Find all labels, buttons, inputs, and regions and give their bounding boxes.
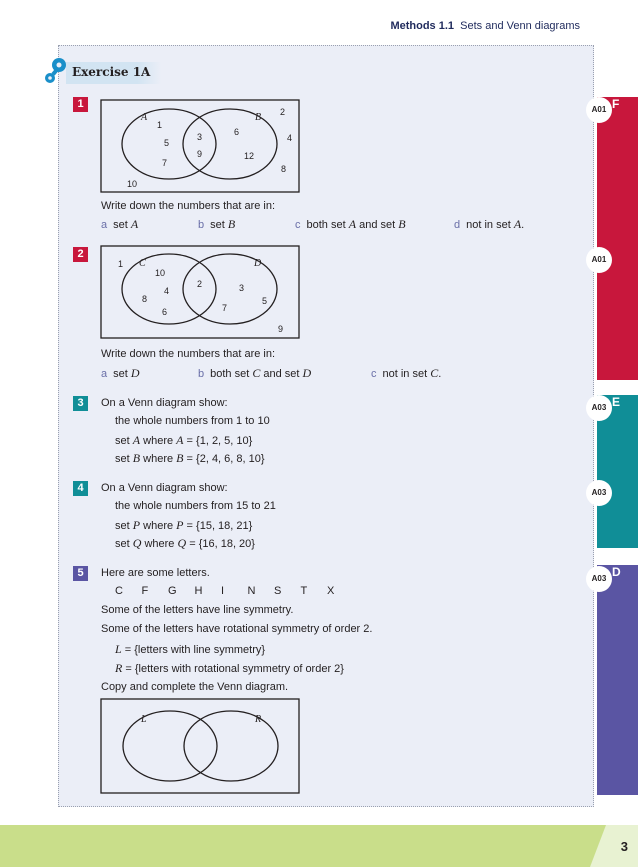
line-text: where <box>140 453 177 465</box>
question-number-4: 4 <box>73 481 88 496</box>
set-label-b: B <box>255 112 262 123</box>
set-variable: P <box>176 518 184 532</box>
line-text: set <box>115 538 133 550</box>
part-label: a <box>101 219 108 231</box>
part-text: set <box>113 219 131 231</box>
question-number-5: 5 <box>73 566 88 581</box>
section-title: Sets and Venn diagrams <box>460 20 580 32</box>
part-text: and set <box>260 368 303 380</box>
set-variable: D <box>302 366 312 380</box>
question-4-line-3 <box>115 536 255 551</box>
line-text: set <box>115 435 133 447</box>
line-text: where <box>141 538 178 550</box>
question-5-instruction: Copy and complete the Venn diagram. <box>101 681 289 693</box>
question-4-line-2 <box>115 518 252 533</box>
question-2-prompt: Write down the numbers that are in: <box>101 348 276 360</box>
venn-value: 10 <box>127 179 138 189</box>
grade-tab-d <box>597 565 638 795</box>
letter: G <box>168 585 177 597</box>
line-text: where <box>140 520 177 532</box>
set-label-a: A <box>141 112 148 123</box>
venn-value: 8 <box>281 164 287 174</box>
question-3-line-1: the whole numbers from 1 to 10 <box>115 415 270 427</box>
question-5-statement-2: Some of the letters have rotational symmetry of order 2. <box>101 623 373 635</box>
letter: I <box>221 585 225 597</box>
set-variable: A <box>130 217 139 231</box>
part-label: b <box>198 368 205 380</box>
venn-value: 3 <box>239 283 245 293</box>
question-5-statement-1: Some of the letters have line symmetry. <box>101 604 294 616</box>
question-5-definition-r <box>115 661 344 676</box>
venn-value: 1 <box>118 259 124 269</box>
question-4-line-1: the whole numbers from 15 to 21 <box>115 500 276 512</box>
question-1-part-c <box>295 217 406 232</box>
part-text: not in set <box>466 219 514 231</box>
venn-value: 3 <box>197 132 203 142</box>
question-3-line-3 <box>115 451 265 466</box>
assessment-objective-badge: A03 <box>586 395 612 421</box>
venn-value: 12 <box>244 151 255 161</box>
part-text: both set <box>210 368 253 380</box>
part-text: set <box>210 219 228 231</box>
part-text: not in set <box>382 368 431 380</box>
grade-letter-f: F <box>612 97 620 111</box>
part-text: set <box>113 368 131 380</box>
question-number-3: 3 <box>73 396 88 411</box>
letter: C <box>115 585 123 597</box>
letter: T <box>300 585 308 597</box>
set-variable: A <box>348 217 357 231</box>
venn-value: 4 <box>287 133 293 143</box>
letter: X <box>327 585 335 597</box>
letter: H <box>194 585 203 597</box>
assessment-objective-badge: A01 <box>586 247 612 273</box>
venn-value: 9 <box>278 324 284 334</box>
footer-band <box>0 825 638 867</box>
assessment-objective-badge: A03 <box>586 480 612 506</box>
set-label-l: L <box>141 714 147 725</box>
question-1-part-b <box>198 217 235 232</box>
exercise-title: Exercise 1A <box>72 65 151 79</box>
question-3-prompt: On a Venn diagram show: <box>101 397 228 409</box>
line-text: set <box>115 520 133 532</box>
set-variable: Q <box>132 536 142 550</box>
letter: F <box>141 585 149 597</box>
part-text: and set <box>356 219 399 231</box>
venn-value: 8 <box>142 294 148 304</box>
part-label: c <box>295 219 301 231</box>
question-2-part-b <box>198 366 311 381</box>
question-1-part-a <box>101 217 138 232</box>
set-variable: Q <box>177 536 187 550</box>
letter: N <box>247 585 256 597</box>
set-variable: C <box>252 366 261 380</box>
grade-tab-f <box>597 97 638 380</box>
venn-value: 1 <box>157 120 163 130</box>
set-variable: B <box>132 451 141 465</box>
question-3-line-2 <box>115 433 252 448</box>
venn-value: 2 <box>197 279 203 289</box>
venn-value: 6 <box>162 307 168 317</box>
question-1-part-d <box>454 217 524 232</box>
set-label-d: D <box>254 258 262 269</box>
part-label: b <box>198 219 205 231</box>
venn-diagram-2 <box>100 245 300 339</box>
running-header <box>390 20 580 32</box>
set-variable: R <box>115 661 123 675</box>
set-variable: P <box>132 518 141 532</box>
set-definition: = {15, 18, 21} <box>183 520 253 532</box>
part-label: c <box>371 368 377 380</box>
set-definition: = {letters with rotational symmetry of order 2} <box>122 663 344 675</box>
question-1-prompt: Write down the numbers that are in: <box>101 200 276 212</box>
question-2-part-a <box>101 366 140 381</box>
set-label-r: R <box>255 714 262 725</box>
set-variable: D <box>130 366 140 380</box>
part-text: both set <box>306 219 349 231</box>
set-variable: C <box>430 366 439 380</box>
part-label: a <box>101 368 108 380</box>
venn-diagram-5 <box>100 698 300 794</box>
assessment-objective-badge: A03 <box>586 566 612 592</box>
question-number-2: 2 <box>73 247 88 262</box>
set-definition: = {2, 4, 6, 8, 10} <box>183 453 265 465</box>
page-number: 3 <box>620 839 628 854</box>
set-definition: = {letters with line symmetry} <box>121 644 266 656</box>
assessment-objective-badge: A01 <box>586 97 612 123</box>
set-variable: A <box>513 217 522 231</box>
question-4-prompt: On a Venn diagram show: <box>101 482 228 494</box>
set-definition: = {1, 2, 5, 10} <box>183 435 253 447</box>
part-label: d <box>454 219 461 231</box>
set-variable: L <box>115 642 122 656</box>
letter-list <box>115 585 354 597</box>
venn-value: 4 <box>164 286 170 296</box>
venn-value: 5 <box>262 296 268 306</box>
section-number: Methods 1.1 <box>390 20 455 32</box>
question-2-part-c <box>371 366 441 381</box>
grade-letter-e: E <box>612 395 621 409</box>
set-variable: B <box>227 217 236 231</box>
question-5-definition-l <box>115 642 265 657</box>
set-variable: B <box>398 217 406 231</box>
question-number-1: 1 <box>73 97 88 112</box>
venn-value: 6 <box>234 127 240 137</box>
venn-value: 7 <box>222 303 228 313</box>
part-text: . <box>438 368 442 380</box>
venn-value: 5 <box>164 138 170 148</box>
part-text: . <box>521 219 525 231</box>
grade-letter-d: D <box>612 565 621 579</box>
question-5-prompt: Here are some letters. <box>101 567 210 579</box>
letter: S <box>274 585 282 597</box>
set-variable: B <box>176 451 184 465</box>
set-variable: A <box>132 433 141 447</box>
venn-value: 2 <box>280 107 286 117</box>
line-text: set <box>115 453 133 465</box>
set-variable: A <box>176 433 184 447</box>
set-label-c: C <box>139 258 146 269</box>
line-text: where <box>140 435 177 447</box>
exercise-title-banner <box>66 62 161 84</box>
venn-value: 9 <box>197 149 203 159</box>
venn-diagram-1 <box>100 99 300 193</box>
venn-value: 10 <box>155 268 166 278</box>
set-definition: = {16, 18, 20} <box>186 538 255 550</box>
venn-value: 7 <box>162 158 168 168</box>
